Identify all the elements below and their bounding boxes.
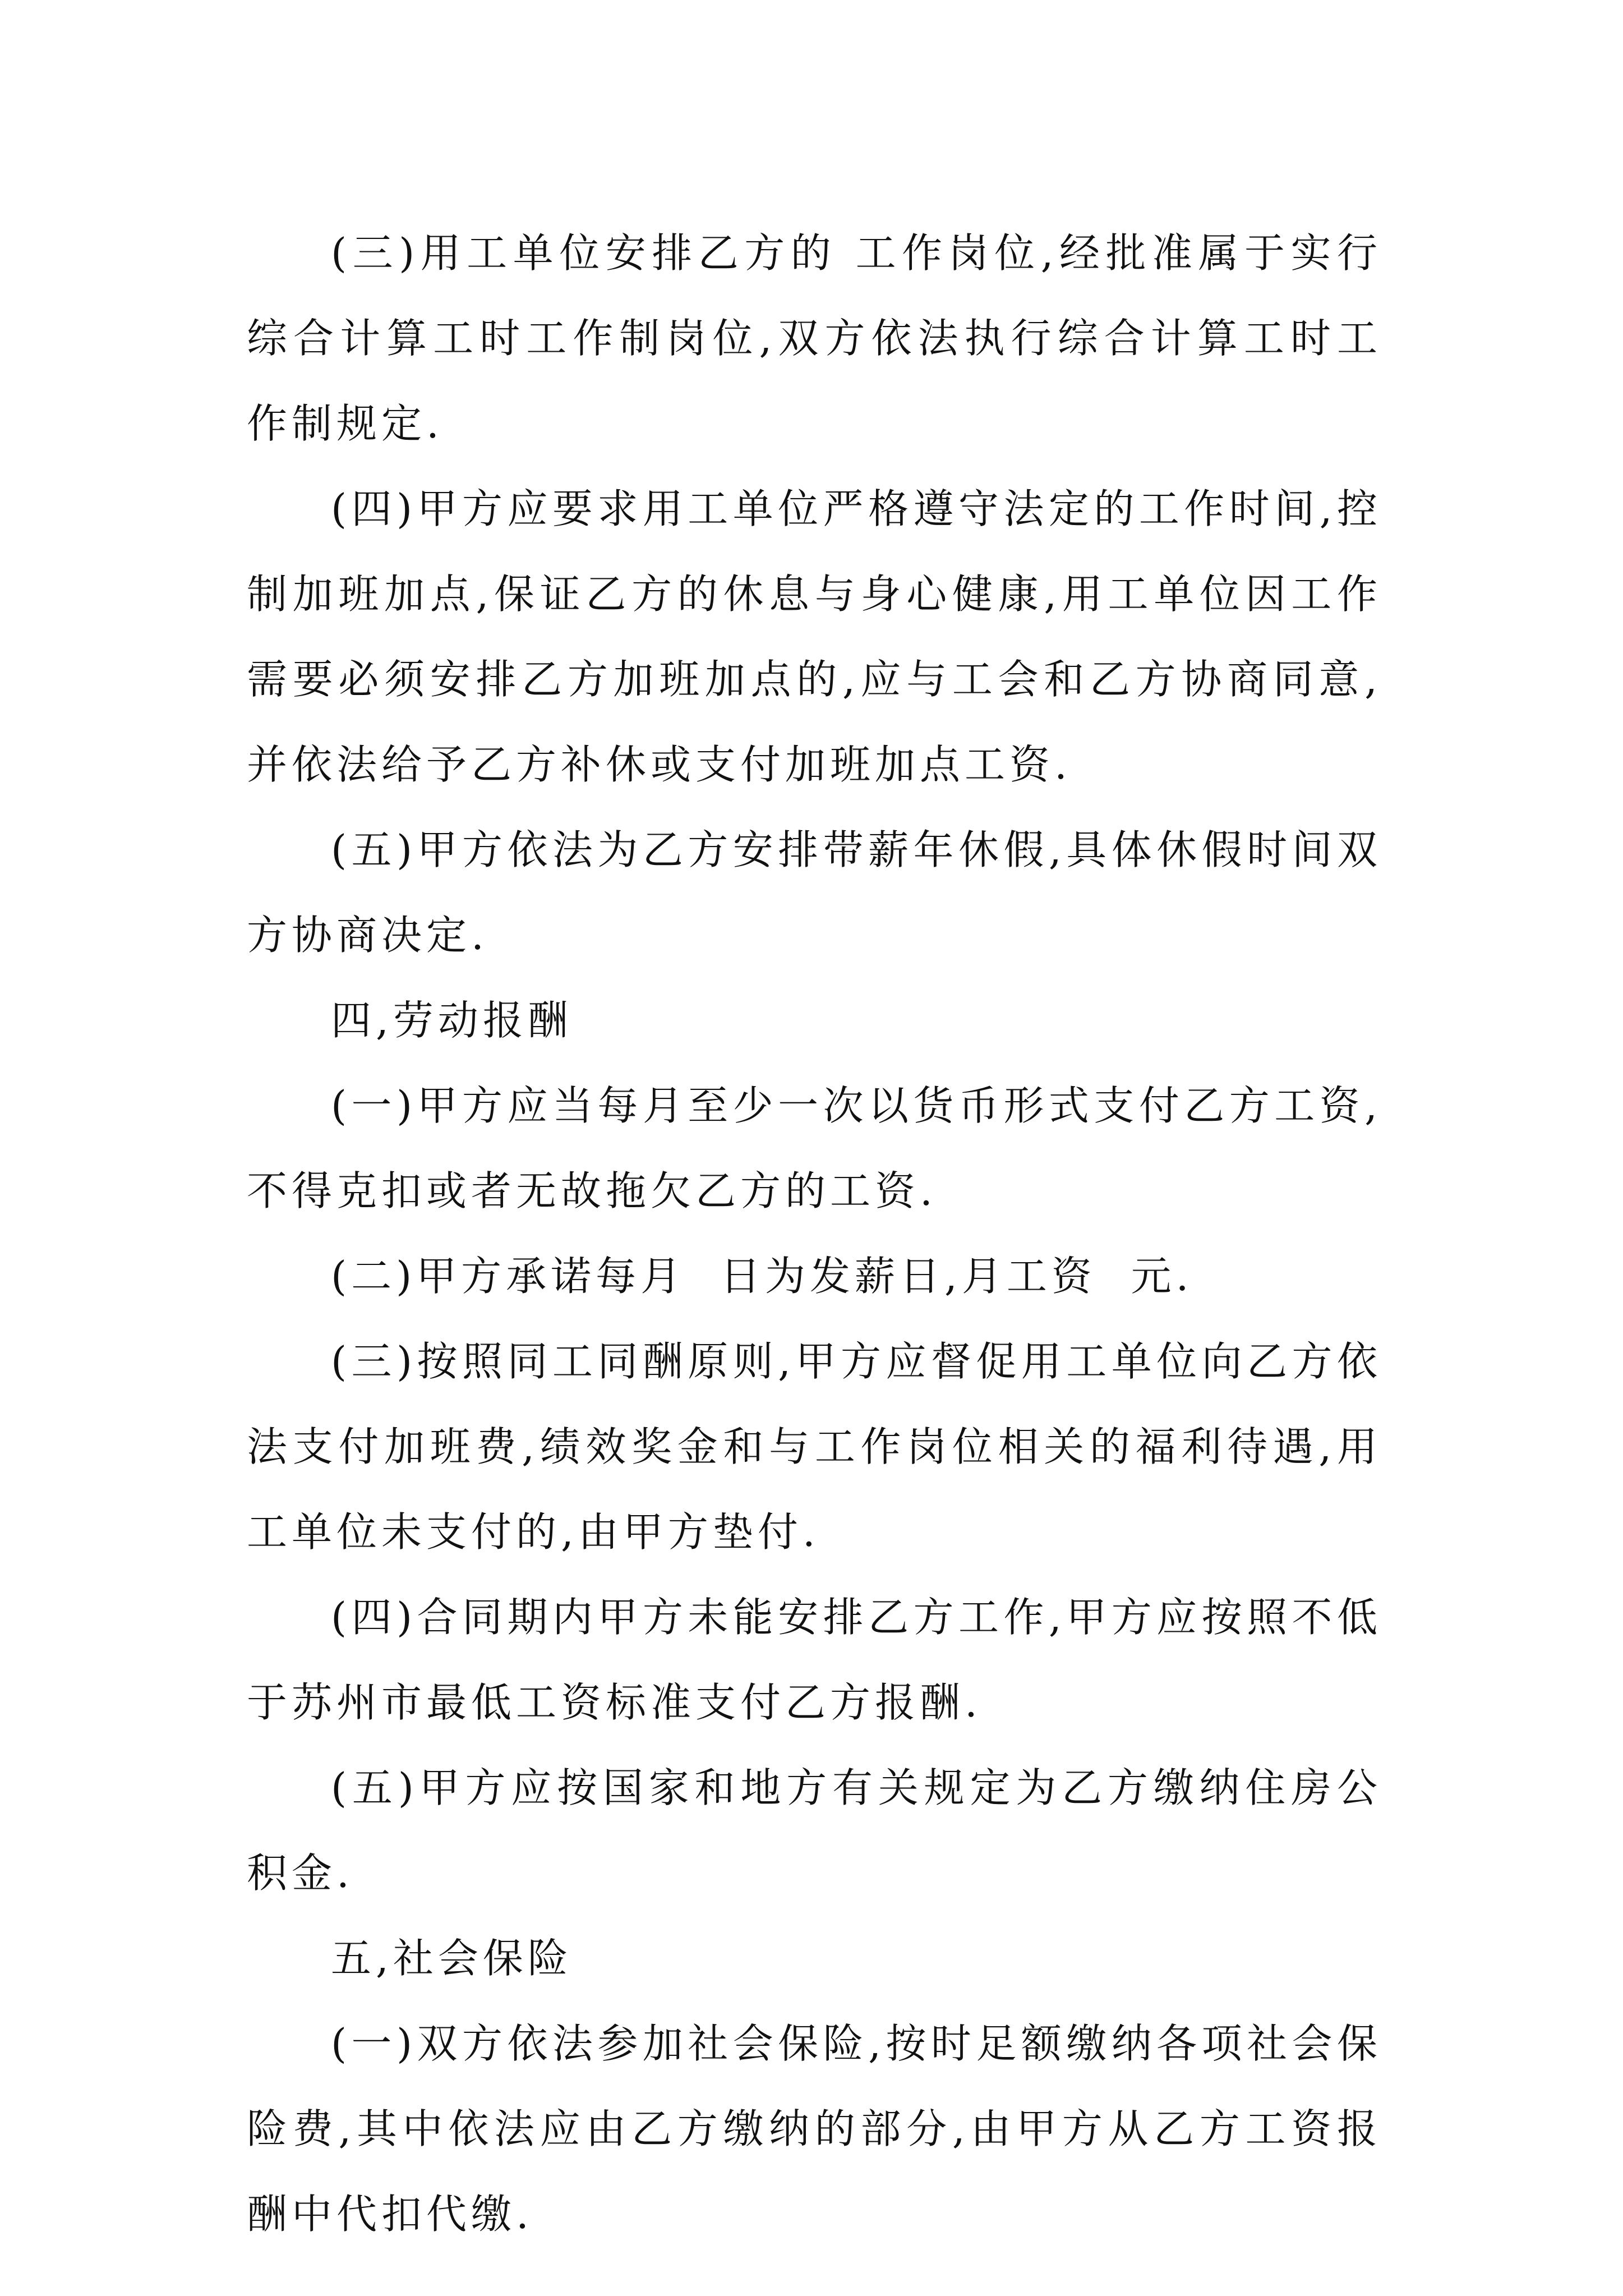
paragraph-social-insurance: (一)双方依法参加社会保险,按时足额缴纳各项社会保险费,其中依法应由乙方缴纳的部分,由甲方从乙方工资报酬中代扣代缴. xyxy=(247,2020,1382,2238)
paragraph-overtime: (四)甲方应要求用工单位严格遵守法定的工作时间,控制加班加点,保证乙方的休息与身心健康,用工单位因工作需要必须安排乙方加班加点的,应与工会和乙方协商同意,并依法给予乙方补休或支付加班加点工资. xyxy=(247,485,1382,788)
paragraph-minimum-wage: (四)合同期内甲方未能安排乙方工作,甲方应按照不低于苏州市最低工资标准支付乙方报酬. xyxy=(247,1594,1382,1726)
paragraph-annual-leave: (五)甲方依法为乙方安排带薪年休假,具体休假时间双方协商决定. xyxy=(247,826,1382,959)
paragraph-monthly-wage: (一)甲方应当每月至少一次以货币形式支付乙方工资,不得克扣或者无故拖欠乙方的工资. xyxy=(247,1082,1382,1214)
paragraph-housing-fund: (五)甲方应按国家和地方有关规定为乙方缴纳住房公积金. xyxy=(247,1764,1382,1897)
paragraph-working-hours-system: (三)用工单位安排乙方的 工作岗位,经批准属于实行综合计算工时工作制岗位,双方依法执行综合计算工时工作制规定. xyxy=(247,229,1382,447)
paragraph-equal-pay: (三)按照同工同酬原则,甲方应督促用工单位向乙方依法支付加班费,绩效奖金和与工作岗位相关的福利待遇,用工单位未支付的,由甲方垫付. xyxy=(247,1338,1382,1556)
section-heading-remuneration: 四,劳动报酬 xyxy=(331,997,573,1044)
paragraph-payday: (二)甲方承诺每月 日为发薪日,月工资 元. xyxy=(331,1253,1193,1300)
section-heading-social-insurance: 五,社会保险 xyxy=(331,1935,573,1982)
